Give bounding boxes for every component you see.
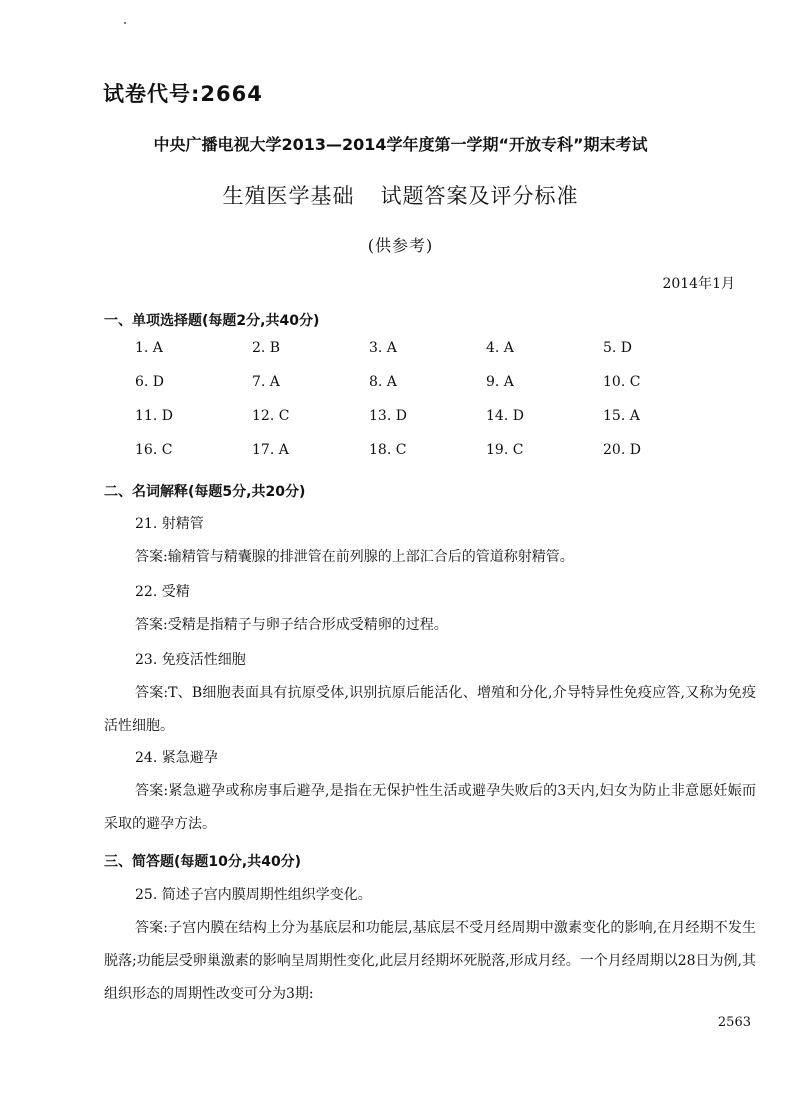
answer-23: 答案:T、B细胞表面具有抗原受体,识别抗原后能活化、增殖和分化,介导特异性免疫应答,又称为免疫活性细胞。 (104, 685, 756, 734)
answer-row (135, 340, 735, 374)
answer-cell: 20. D (603, 442, 641, 458)
section-3-title: 三、简答题(每题10分,共40分) (104, 854, 302, 870)
answer-cell: 4. A (486, 340, 514, 356)
answer-cell: 11. D (135, 408, 173, 424)
answer-cell: 19. C (486, 442, 524, 458)
answer-cell: 5. D (603, 340, 633, 356)
answer-24: 答案:紧急避孕或称房事后避孕,是指在无保护性生活或避孕失败后的3天内,妇女为防止非意愿妊娠而采取的避孕方法。 (104, 783, 756, 832)
exam-title: 中央广播电视大学2013—2014学年度第一学期“开放专科”期末考试 (153, 135, 648, 154)
scan-speck (124, 22, 126, 24)
question-25: 25. 简述子宫内膜周期性组织学变化。 (135, 887, 372, 903)
section-2-title: 二、名词解释(每题5分,共20分) (104, 484, 306, 500)
answer-row (135, 374, 735, 408)
answer-row (135, 408, 735, 442)
answer-cell: 3. A (369, 340, 397, 356)
term-23: 23. 免疫活性细胞 (135, 652, 246, 668)
answer-row (135, 442, 735, 476)
answer-cell: 2. B (252, 340, 281, 356)
subject-title (0, 180, 801, 210)
subject-name: 生殖医学基础 (222, 184, 355, 208)
answer-cell: 15. A (603, 408, 640, 424)
answer-cell: 17. A (252, 442, 289, 458)
reference-note: (供参考) (367, 236, 434, 255)
answer-cell: 16. C (135, 442, 173, 458)
term-24: 24. 紧急避孕 (135, 750, 218, 766)
answer-cell: 7. A (252, 374, 280, 390)
answer-cell: 6. D (135, 374, 165, 390)
answer-25: 答案:子宫内膜在结构上分为基底层和功能层,基底层不受月经周期中激素变化的影响,在月经期不发生脱落;功能层受卵巢激素的影响呈周期性变化,此层月经期坏死脱落,形成月经。一个月经周期以28日为例,其组织形态的周期性改变可分为3期: (104, 920, 756, 1002)
term-21: 21. 射精管 (135, 516, 204, 532)
answer-cell: 8. A (369, 374, 397, 390)
answer-cell: 13. D (369, 408, 407, 424)
answer-cell: 9. A (486, 374, 514, 390)
page-number: 2563 (717, 1015, 751, 1030)
subject-suffix: 试题答案及评分标准 (380, 184, 579, 208)
term-22: 22. 受精 (135, 584, 190, 600)
section-1-title: 一、单项选择题(每题2分,共40分) (104, 313, 320, 329)
answer-cell: 1. A (135, 340, 163, 356)
answer-cell: 14. D (486, 408, 524, 424)
answer-cell: 10. C (603, 374, 641, 390)
exam-code: 试卷代号:2664 (103, 82, 263, 106)
choice-answers-grid (135, 340, 735, 476)
answer-22: 答案:受精是指精子与卵子结合形成受精卵的过程。 (135, 617, 448, 633)
exam-date: 2014年1月 (662, 276, 735, 292)
answer-cell: 12. C (252, 408, 290, 424)
answer-21: 答案:输精管与精囊腺的排泄管在前列腺的上部汇合后的管道称射精管。 (135, 549, 574, 565)
answer-cell: 18. C (369, 442, 407, 458)
